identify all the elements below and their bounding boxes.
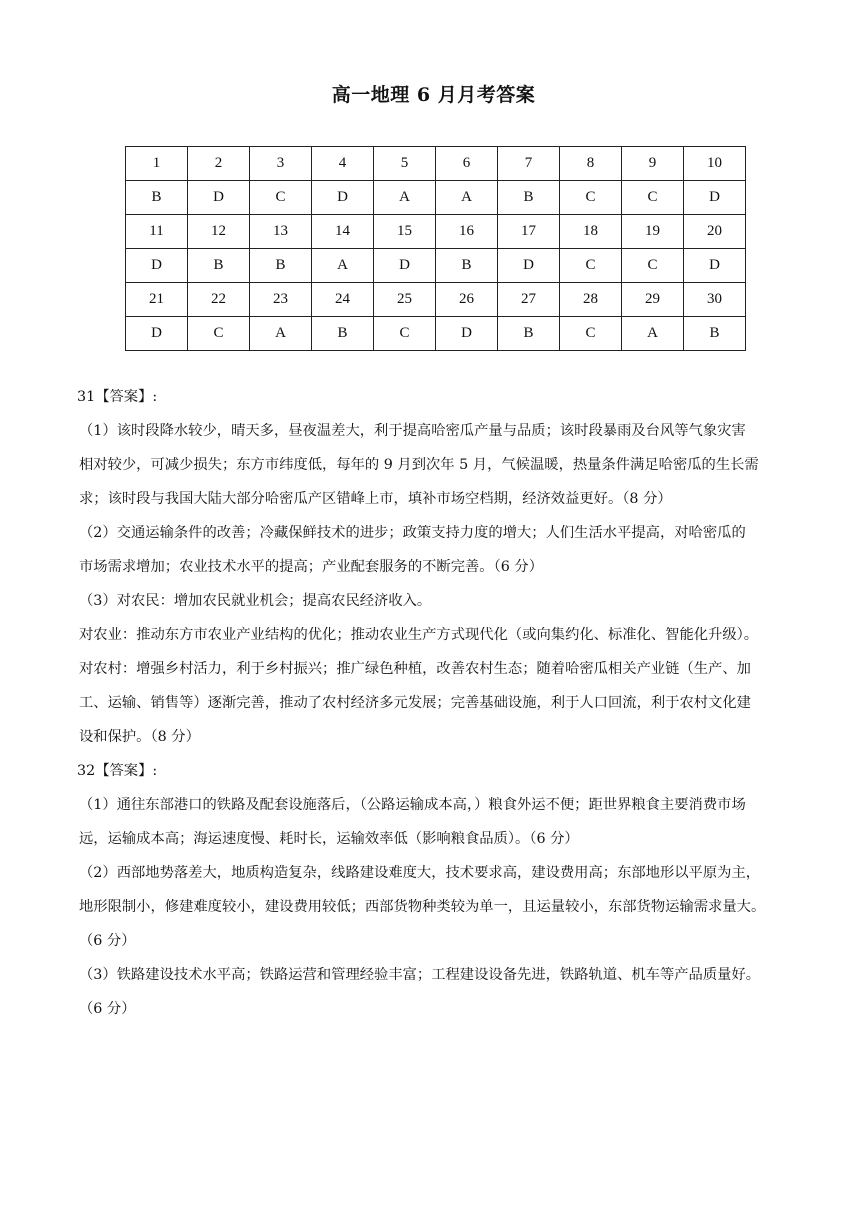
table-cell: 20 [684, 215, 746, 249]
q31-line: （1）该时段降水较少，晴天多，昼夜温差大，利于提高哈密瓜产量与品质；该时段暴雨及台风等气象灾害 [79, 423, 746, 439]
table-cell: 21 [126, 283, 188, 317]
table-cell: 15 [374, 215, 436, 249]
table-row-answers [126, 249, 746, 283]
q31-line: 市场需求增加；农业技术水平的提高；产业配套服务的不断完善。（6 分） [79, 559, 543, 575]
table-cell: A [436, 181, 498, 215]
table-cell: 29 [622, 283, 684, 317]
table-row-answers [126, 181, 746, 215]
table-cell: B [188, 249, 250, 283]
table-cell: 25 [374, 283, 436, 317]
table-cell: 30 [684, 283, 746, 317]
table-cell: 28 [560, 283, 622, 317]
table-cell: B [684, 317, 746, 351]
q31-line: 设和保护。（8 分） [79, 729, 200, 745]
table-cell: D [684, 181, 746, 215]
table-cell: C [374, 317, 436, 351]
table-cell: 2 [188, 147, 250, 181]
table-cell: 6 [436, 147, 498, 181]
table-cell: A [312, 249, 374, 283]
table-row-answers [126, 317, 746, 351]
table-cell: D [188, 181, 250, 215]
table-row-question-numbers [126, 215, 746, 249]
table-cell: 13 [250, 215, 312, 249]
table-cell: A [250, 317, 312, 351]
table-cell: A [622, 317, 684, 351]
table-row-question-numbers [126, 283, 746, 317]
table-cell: C [250, 181, 312, 215]
table-cell: D [126, 317, 188, 351]
table-cell: A [374, 181, 436, 215]
table-cell: 19 [622, 215, 684, 249]
q32-line: 地形限制小，修建难度较小，建设费用较低；西部货物种类较为单一，且运量较小，东部货物运输需求量大。 [79, 899, 766, 915]
table-cell: 27 [498, 283, 560, 317]
table-cell: 3 [250, 147, 312, 181]
table-row-question-numbers [126, 147, 746, 181]
q31-line: 对农业：推动东方市农业产业结构的优化；推动农业生产方式现代化（或向集约化、标准化、智能化升级）。 [79, 627, 759, 643]
table-cell: 16 [436, 215, 498, 249]
table-cell: 23 [250, 283, 312, 317]
table-cell: B [250, 249, 312, 283]
table-cell: B [498, 317, 560, 351]
table-cell: 11 [126, 215, 188, 249]
q31-heading: 31【答案】: [77, 389, 158, 405]
table-cell: B [498, 181, 560, 215]
q32-line: （6 分） [79, 1001, 136, 1017]
table-cell: B [126, 181, 188, 215]
q31-line: （2）交通运输条件的改善；冷藏保鲜技术的进步；政策支持力度的增大；人们生活水平提高，对哈密瓜的 [79, 525, 746, 541]
q32-line: （3）铁路建设技术水平高；铁路运营和管理经验丰富；工程建设设备先进，铁路轨道、机车等产品质量好。 [79, 967, 761, 983]
table-cell: C [622, 249, 684, 283]
table-cell: 10 [684, 147, 746, 181]
table-cell: 4 [312, 147, 374, 181]
q31-line: 对农村：增强乡村活力，利于乡村振兴；推广绿色种植，改善农村生态；随着哈密瓜相关产业链（生产、加 [79, 661, 751, 677]
table-cell: 8 [560, 147, 622, 181]
table-cell: 24 [312, 283, 374, 317]
table-cell: 26 [436, 283, 498, 317]
table-cell: C [560, 181, 622, 215]
q32-line: 远，运输成本高；海运速度慢、耗时长，运输效率低（影响粮食品质）。（6 分） [79, 831, 579, 847]
table-cell: 1 [126, 147, 188, 181]
table-cell: C [622, 181, 684, 215]
q31-line: 求；该时段与我国大陆大部分哈密瓜产区错峰上市，填补市场空档期，经济效益更好。（8 分） [79, 491, 672, 507]
table-cell: C [560, 317, 622, 351]
q31-line: 工、运输、销售等）逐渐完善，推动了农村经济多元发展；完善基础设施，利于人口回流，利于农村文化建 [79, 695, 751, 711]
page-title: 高一地理 6 月月考答案 [331, 84, 536, 106]
table-cell: D [436, 317, 498, 351]
table-cell: B [312, 317, 374, 351]
table-cell: D [684, 249, 746, 283]
table-cell: 12 [188, 215, 250, 249]
q31-body [77, 414, 797, 754]
q31-line: 相对较少，可减少损失；东方市纬度低，每年的 9 月到次年 5 月，气候温暖，热量条件满足哈密瓜的生长需 [79, 457, 759, 473]
answer-text [77, 380, 797, 1026]
table-cell: B [436, 249, 498, 283]
table-cell: D [498, 249, 560, 283]
table-cell: C [188, 317, 250, 351]
table-cell: 9 [622, 147, 684, 181]
table-cell: 7 [498, 147, 560, 181]
table-cell: 14 [312, 215, 374, 249]
table-cell: 22 [188, 283, 250, 317]
q32-line: （1）通往东部港口的铁路及配套设施落后，（公路运输成本高，）粮食外运不便；距世界粮食主要消费市场 [79, 797, 746, 813]
table-cell: D [126, 249, 188, 283]
q31-line: （3）对农民：增加农民就业机会；提高农民经济收入。 [79, 593, 432, 609]
table-cell: 17 [498, 215, 560, 249]
q32-line: （2）西部地势落差大，地质构造复杂，线路建设难度大，技术要求高，建设费用高；东部地形以平原为主， [79, 865, 761, 881]
q32-heading: 32【答案】: [77, 763, 158, 779]
answer-table [125, 146, 746, 351]
table-cell: C [560, 249, 622, 283]
table-cell: 5 [374, 147, 436, 181]
table-cell: D [312, 181, 374, 215]
q32-line: （6 分） [79, 933, 136, 949]
q32-body [77, 788, 797, 1026]
table-cell: D [374, 249, 436, 283]
table-cell: 18 [560, 215, 622, 249]
